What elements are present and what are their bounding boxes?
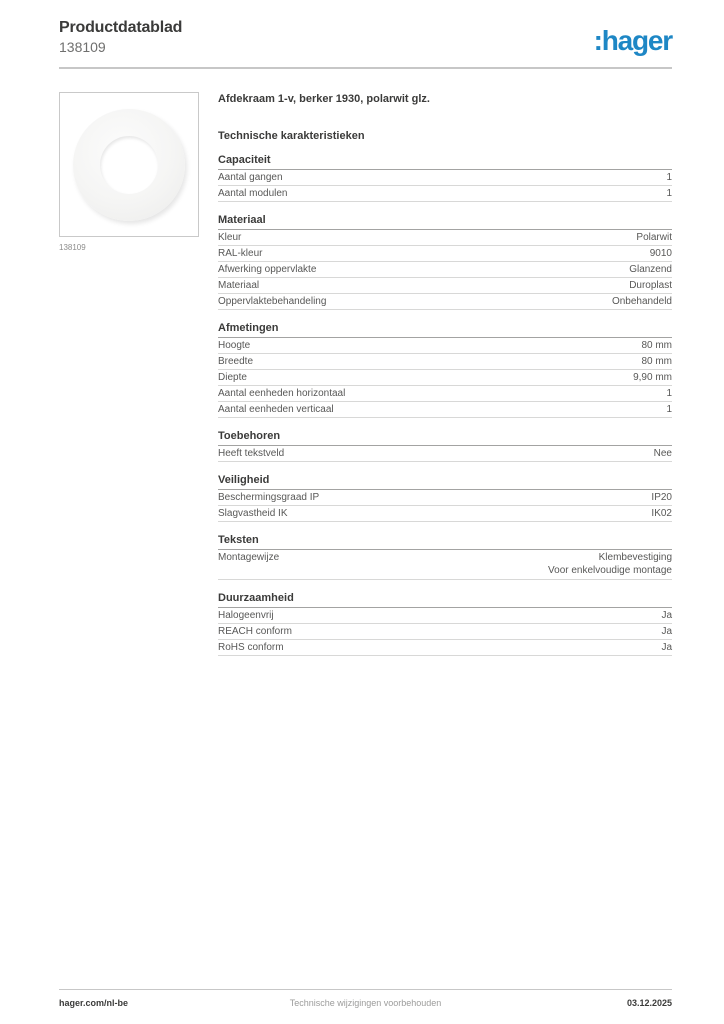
spec-row (218, 506, 672, 522)
tech-characteristics-heading: Technische karakteristieken (218, 130, 365, 142)
spec-section-title: Veiligheid (218, 474, 672, 490)
footer-divider (59, 989, 672, 990)
spec-label: REACH conform (218, 626, 292, 637)
spec-section (218, 534, 672, 580)
spec-label: RAL-kleur (218, 248, 263, 259)
spec-section (218, 474, 672, 522)
cover-frame-ring-image (73, 109, 185, 221)
spec-row (218, 186, 672, 202)
spec-section (218, 154, 672, 202)
spec-section (218, 214, 672, 310)
spec-value: Polarwit (636, 232, 672, 243)
spec-label: Breedte (218, 356, 254, 367)
spec-value: Ja (661, 626, 672, 637)
spec-value: 80 mm (641, 356, 672, 367)
spec-label: Montagewijze (218, 552, 280, 563)
spec-section-title: Duurzaamheid (218, 592, 672, 608)
spec-row (218, 354, 672, 370)
spec-label: Materiaal (218, 280, 260, 291)
spec-section (218, 430, 672, 462)
spec-row (218, 170, 672, 186)
spec-value: IP20 (651, 492, 672, 503)
product-image (59, 92, 199, 237)
spec-value: Ja (661, 642, 672, 653)
spec-section-title: Afmetingen (218, 322, 672, 338)
spec-row (218, 370, 672, 386)
spec-value: Nee (653, 448, 672, 459)
spec-label: Slagvastheid IK (218, 508, 288, 519)
spec-label: Aantal modulen (218, 188, 288, 199)
spec-value: Glanzend (629, 264, 672, 275)
spec-value: Duroplast (629, 280, 672, 291)
page-header (59, 19, 672, 55)
spec-value: 1 (666, 404, 672, 415)
spec-section (218, 322, 672, 418)
spec-label: Kleur (218, 232, 242, 243)
spec-label: Hoogte (218, 340, 251, 351)
footer-website: hager.com/nl-be (59, 998, 129, 1008)
spec-row (218, 490, 672, 506)
spec-label: Aantal gangen (218, 172, 283, 183)
spec-row (218, 608, 672, 624)
spec-value: Onbehandeld (611, 296, 672, 307)
spec-value: IK02 (651, 508, 672, 519)
spec-row (218, 640, 672, 656)
cover-frame-ring-hole (100, 136, 158, 194)
spec-section-title: Toebehoren (218, 430, 672, 446)
page-footer (59, 989, 672, 1008)
spec-value: Ja (661, 610, 672, 621)
page-title: Productdatablad (59, 19, 183, 36)
spec-section (218, 592, 672, 656)
spec-section-title: Capaciteit (218, 154, 672, 170)
spec-value: 9,90 mm (633, 372, 672, 383)
spec-label: Aantal eenheden verticaal (218, 404, 334, 415)
spec-sections (218, 154, 672, 656)
spec-label: Afwerking oppervlakte (218, 264, 317, 275)
spec-label: Beschermingsgraad IP (218, 492, 320, 503)
spec-label: Oppervlaktebehandeling (218, 296, 327, 307)
hager-logo-colon: : (593, 25, 602, 56)
footer-disclaimer: Technische wijzigingen voorbehouden (289, 998, 442, 1008)
hager-logo-name: hager (601, 25, 672, 56)
footer-row (59, 998, 672, 1008)
spec-value: 1 (666, 388, 672, 399)
spec-row (218, 230, 672, 246)
spec-value: 1 (666, 188, 672, 199)
spec-label: RoHS conform (218, 642, 284, 653)
spec-row (218, 338, 672, 354)
spec-row (218, 402, 672, 418)
spec-section-title: Teksten (218, 534, 672, 550)
spec-row (218, 624, 672, 640)
header-title-block (59, 19, 182, 55)
spec-value: 80 mm (641, 340, 672, 351)
spec-row (218, 262, 672, 278)
spec-row (218, 550, 672, 580)
spec-label: Halogeenvrij (218, 610, 274, 621)
spec-value: 9010 (649, 248, 672, 259)
product-image-caption: 138109 (59, 243, 86, 252)
spec-value: 1 (666, 172, 672, 183)
spec-value: Klembevestiging Voor enkelvoudige montage (548, 552, 672, 576)
spec-label: Aantal eenheden horizontaal (218, 388, 346, 399)
footer-date: 03.12.2025 (626, 998, 672, 1008)
main-content (59, 92, 672, 656)
hager-logo (594, 27, 672, 55)
product-number: 138109 (59, 39, 106, 55)
spec-row (218, 446, 672, 462)
spec-row (218, 294, 672, 310)
spec-label: Diepte (218, 372, 247, 383)
product-title: Afdekraam 1-v, berker 1930, polarwit glz. (218, 93, 430, 105)
spec-row (218, 278, 672, 294)
header-divider (59, 67, 672, 69)
spec-column (218, 92, 672, 656)
spec-row (218, 386, 672, 402)
spec-row (218, 246, 672, 262)
spec-label: Heeft tekstveld (218, 448, 285, 459)
product-image-column (59, 92, 199, 656)
spec-section-title: Materiaal (218, 214, 672, 230)
